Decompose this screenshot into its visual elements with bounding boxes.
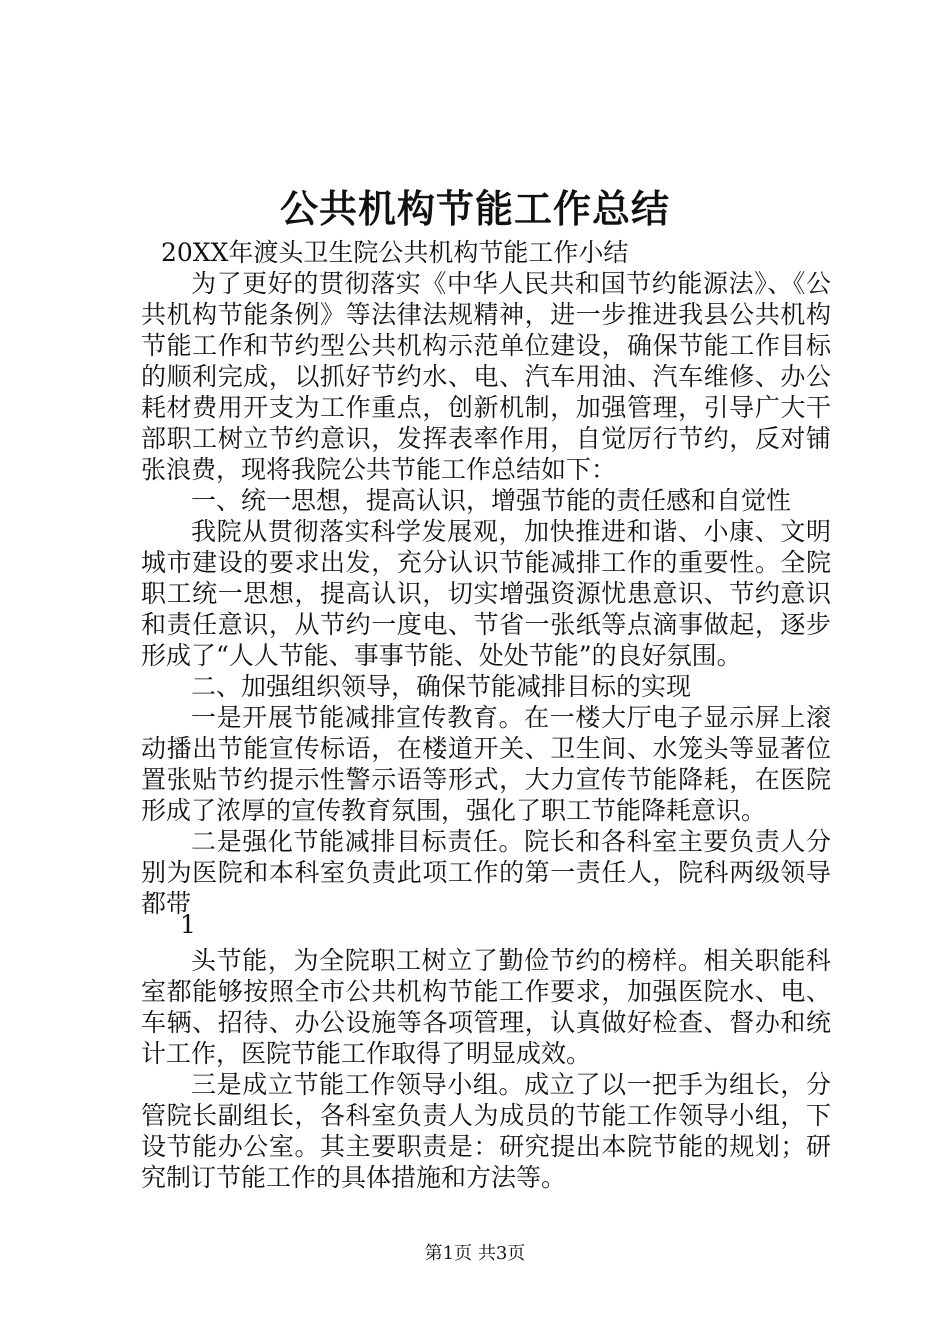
document-body-part-1	[141, 237, 831, 919]
page-number-marker: 1	[180, 910, 196, 939]
document-body-part-2	[141, 945, 831, 1193]
item-2-paragraph-continued: 头节能，为全院职工树立了勤俭节约的榜样。相关职能科室都能够按照全市公共机构节能工作要求，加强医院水、电、车辆、招待、办公设施等各项管理，认真做好检查、督办和统计工作，医院节能工作取得了明显成效。	[141, 946, 831, 1068]
page-footer: 第1页 共3页	[424, 1243, 526, 1264]
document-subtitle: 20XX年渡头卫生院公共机构节能工作小结	[161, 238, 629, 267]
section-1-heading: 一、统一思想，提高认识，增强节能的责任感和自觉性	[191, 486, 792, 515]
page-title: 公共机构节能工作总结	[279, 186, 670, 231]
section-1-paragraph: 我院从贯彻落实科学发展观，加快推进和谐、小康、文明城市建设的要求出发，充分认识节能减排工作的重要性。全院职工统一思想，提高认识，切实增强资源忧患意识、节约意识和责任意识，从节约一度电、节省一张纸等点滴事做起，逐步形成了“人人节能、事事节能、处处节能”的良好氛围。	[141, 517, 831, 670]
section-2-heading: 二、加强组织领导，确保节能减排目标的实现	[191, 672, 692, 701]
item-3-paragraph: 三是成立节能工作领导小组。成立了以一把手为组长，分管院长副组长，各科室负责人为成员的节能工作领导小组，下设节能办公室。其主要职责是：研究提出本院节能的规划；研究制订节能工作的具体措施和方法等。	[141, 1070, 831, 1192]
item-2-paragraph-start: 二是强化节能减排目标责任。院长和各科室主要负责人分别为医院和本科室负责此项工作的第一责任人，院科两级领导都带	[141, 827, 831, 918]
item-1-paragraph: 一是开展节能减排宣传教育。在一楼大厅电子显示屏上滚动播出节能宣传标语，在楼道开关、卫生间、水笼头等显著位置张贴节约提示性警示语等形式，大力宣传节能降耗，在医院形成了浓厚的宣传教育氛围，强化了职工节能降耗意识。	[141, 703, 831, 825]
intro-paragraph: 为了更好的贯彻落实《中华人民共和国节约能源法》、《公共机构节能条例》等法律法规精神，进一步推进我县公共机构节能工作和节约型公共机构示范单位建设，确保节能工作目标的顺利完成，以抓好节约水、电、汽车用油、汽车维修、办公耗材费用开支为工作重点，创新机制，加强管理，引导广大干部职工树立节约意识，发挥表率作用，自觉厉行节约，反对铺张浪费，现将我院公共节能工作总结如下：	[141, 269, 831, 484]
